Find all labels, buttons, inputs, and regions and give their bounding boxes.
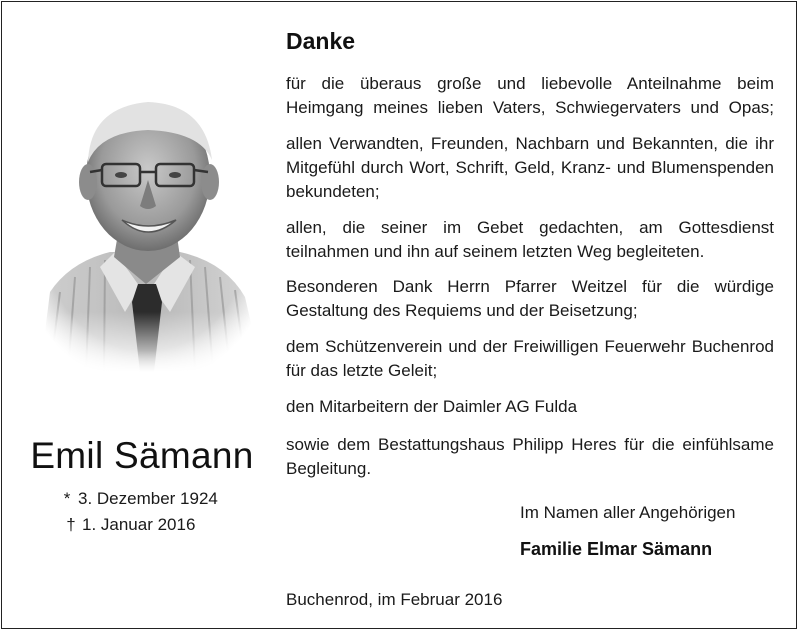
thanks-paragraph: den Mitarbeitern der Daimler AG Fulda [286,397,578,416]
on-behalf-line: Im Namen aller Angehörigen [520,503,736,522]
thanks-paragraph: allen Verwandten, Freunden, Nachbarn und Bekannten, die ihr Mitgefühl durch Wort, Schrift, Geld, Kranz- und Blumenspenden bekundeten; [286,134,774,201]
portrait-photo [30,72,262,372]
thanks-paragraph: sowie dem Bestattungshaus Philipp Heres für die einfühlsame Begleitung. [286,435,774,478]
death-date: 1. Januar 2016 [82,515,196,534]
birth-star-icon: * [63,489,71,508]
place-date: Buchenrod, im Februar 2016 [286,590,503,609]
thanks-paragraph: dem Schützenverein und der Freiwilligen Feuerwehr Buchenrod für das letzte Geleit; [286,337,774,380]
family-signature: Familie Elmar Sämann [520,539,713,559]
thanks-paragraph: allen, die seiner im Gebet gedachten, am Gottesdienst teilnahmen und ihn auf seinem letzten Weg begleiteten. [286,218,774,261]
death-date-line [64,515,264,535]
deceased-name: Emil Sämann [30,435,254,476]
obituary-notice [1,1,797,629]
thanks-paragraph: Besonderen Dank Herrn Pfarrer Weitzel für die würdige Gestaltung des Requiems und der Beisetzung; [286,277,774,320]
thanks-title: Danke [286,28,356,54]
birth-date-line [60,489,260,509]
birth-date: 3. Dezember 1924 [78,489,218,508]
thanks-paragraph: für die überaus große und liebevolle Anteilnahme beim Heimgang meines lieben Vaters, Schwiegervaters und Opas; [286,74,774,117]
death-cross-icon: † [66,515,76,534]
